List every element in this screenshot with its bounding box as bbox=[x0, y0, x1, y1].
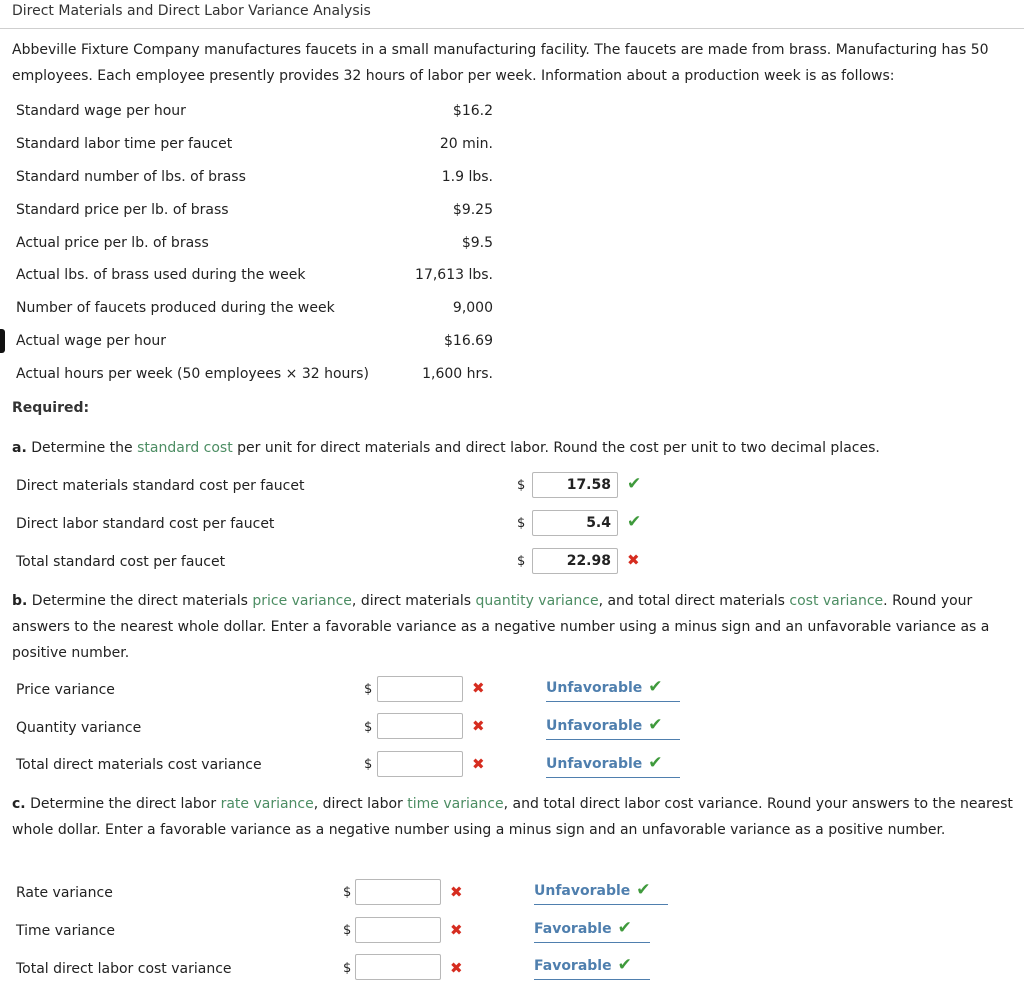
rate-variance-input[interactable] bbox=[355, 879, 441, 905]
select-value: Unfavorable bbox=[546, 680, 643, 696]
dollar-sign: $ bbox=[343, 923, 352, 938]
cross-icon: ✖ bbox=[450, 921, 463, 939]
time-variance-input[interactable] bbox=[355, 917, 441, 943]
cross-icon: ✖ bbox=[450, 959, 463, 977]
part-c-prefix: c. bbox=[12, 796, 26, 812]
dollar-sign: $ bbox=[517, 516, 526, 531]
check-icon: ✔ bbox=[636, 880, 651, 900]
check-icon: ✔ bbox=[648, 753, 663, 773]
check-icon: ✔ bbox=[627, 512, 642, 532]
part-b-text: Determine the direct materials bbox=[27, 593, 253, 609]
select-value: Favorable bbox=[534, 958, 612, 974]
part-a-text: per unit for direct materials and direct labor. Round the cost per unit to two decimal places. bbox=[232, 440, 880, 456]
rate-variance-link[interactable]: rate variance bbox=[220, 796, 314, 812]
row-label: Direct materials standard cost per faucet bbox=[16, 478, 305, 494]
required-heading: Required: bbox=[12, 400, 90, 416]
row-label: Direct labor standard cost per faucet bbox=[16, 516, 275, 532]
materials-standard-cost-input[interactable]: 17.58 bbox=[532, 472, 618, 498]
price-variance-input[interactable] bbox=[377, 676, 463, 702]
time-variance-select[interactable] bbox=[534, 916, 650, 943]
fact-value: $9.5 bbox=[461, 235, 493, 251]
row-label: Rate variance bbox=[16, 885, 113, 901]
part-c-instructions bbox=[12, 791, 1020, 843]
dollar-sign: $ bbox=[517, 554, 526, 569]
total-standard-cost-input[interactable]: 22.98 bbox=[532, 548, 618, 574]
total-materials-variance-select[interactable] bbox=[546, 751, 680, 778]
check-icon: ✔ bbox=[648, 715, 663, 735]
total-labor-variance-select[interactable] bbox=[534, 953, 650, 980]
page-title: Direct Materials and Direct Labor Variance Analysis bbox=[12, 3, 371, 19]
total-labor-variance-input[interactable] bbox=[355, 954, 441, 980]
cross-icon: ✖ bbox=[472, 717, 485, 735]
row-label: Time variance bbox=[16, 923, 115, 939]
part-b-text: , and total direct materials bbox=[598, 593, 790, 609]
part-c-text: , and total direct labor cost variance. Round your answers to the nearest whole dollar. Enter a favorable variance as a negative number using a minus sign and an unfavorable variance as a positive number. bbox=[12, 796, 1013, 838]
fact-label: Standard number of lbs. of brass bbox=[16, 169, 246, 185]
fact-value: 17,613 lbs. bbox=[415, 267, 493, 283]
fact-value: $9.25 bbox=[452, 202, 493, 218]
price-variance-link[interactable]: price variance bbox=[252, 593, 352, 609]
row-label: Total direct materials cost variance bbox=[16, 757, 262, 773]
fact-label: Standard labor time per faucet bbox=[16, 136, 233, 152]
part-b-text: , direct materials bbox=[351, 593, 476, 609]
fact-label: Standard wage per hour bbox=[16, 103, 186, 119]
part-b-text: . Round your answers to the nearest whole dollar. Enter a favorable variance as a negative number using a minus sign and an unfavorable variance as a positive number. bbox=[12, 593, 990, 661]
fact-label: Standard price per lb. of brass bbox=[16, 202, 229, 218]
fact-value: $16.69 bbox=[444, 333, 493, 349]
fact-label: Number of faucets produced during the week bbox=[16, 300, 335, 316]
standard-cost-link[interactable]: standard cost bbox=[137, 440, 233, 456]
select-value: Unfavorable bbox=[546, 756, 643, 772]
fact-value: 9,000 bbox=[452, 300, 493, 316]
fact-value: $16.2 bbox=[452, 103, 493, 119]
labor-standard-cost-input[interactable]: 5.4 bbox=[532, 510, 618, 536]
fact-value: 1.9 lbs. bbox=[441, 169, 493, 185]
price-variance-select[interactable] bbox=[546, 675, 680, 702]
check-icon: ✔ bbox=[648, 677, 663, 697]
time-variance-link[interactable]: time variance bbox=[407, 796, 504, 812]
select-value: Unfavorable bbox=[546, 718, 643, 734]
part-a-text: Determine the bbox=[26, 440, 138, 456]
part-c-text: , direct labor bbox=[313, 796, 408, 812]
fact-value: 1,600 hrs. bbox=[422, 366, 493, 382]
fact-label: Actual wage per hour bbox=[16, 333, 167, 349]
part-a-prefix: a. bbox=[12, 440, 27, 456]
part-b-prefix: b. bbox=[12, 593, 28, 609]
check-icon: ✔ bbox=[617, 955, 632, 975]
check-icon: ✔ bbox=[627, 474, 642, 494]
part-a-instructions bbox=[12, 435, 1020, 461]
intro-paragraph: Abbeville Fixture Company manufactures faucets in a small manufacturing facility. The faucets are made from brass. Manufacturing has 50 employees. Each employee presently provides 32 hours of labor per week. Information about a production week is as follows: bbox=[12, 42, 989, 84]
quantity-variance-link[interactable]: quantity variance bbox=[475, 593, 599, 609]
cross-icon: ✖ bbox=[472, 755, 485, 773]
cross-icon: ✖ bbox=[450, 883, 463, 901]
cost-variance-link[interactable]: cost variance bbox=[789, 593, 884, 609]
row-label: Total direct labor cost variance bbox=[16, 961, 232, 977]
cross-icon: ✖ bbox=[472, 679, 485, 697]
fact-label: Actual lbs. of brass used during the week bbox=[16, 267, 306, 283]
fact-label: Actual price per lb. of brass bbox=[16, 235, 209, 251]
dollar-sign: $ bbox=[364, 757, 373, 772]
left-edge-marker bbox=[0, 329, 5, 353]
row-label: Price variance bbox=[16, 682, 115, 698]
row-label: Total standard cost per faucet bbox=[16, 554, 226, 570]
quantity-variance-select[interactable] bbox=[546, 713, 680, 740]
dollar-sign: $ bbox=[343, 885, 352, 900]
dollar-sign: $ bbox=[364, 720, 373, 735]
fact-label: Actual hours per week (50 employees × 32 hours) bbox=[16, 366, 369, 382]
dollar-sign: $ bbox=[343, 961, 352, 976]
select-value: Unfavorable bbox=[534, 883, 631, 899]
part-c-text: Determine the direct labor bbox=[25, 796, 221, 812]
check-icon: ✔ bbox=[617, 918, 632, 938]
rate-variance-select[interactable] bbox=[534, 878, 668, 905]
total-materials-variance-input[interactable] bbox=[377, 751, 463, 777]
quantity-variance-input[interactable] bbox=[377, 713, 463, 739]
dollar-sign: $ bbox=[517, 478, 526, 493]
fact-value: 20 min. bbox=[439, 136, 493, 152]
row-label: Quantity variance bbox=[16, 720, 142, 736]
dollar-sign: $ bbox=[364, 682, 373, 697]
select-value: Favorable bbox=[534, 921, 612, 937]
part-b-instructions bbox=[12, 588, 1020, 666]
title-divider bbox=[0, 28, 1024, 29]
cross-icon: ✖ bbox=[627, 551, 640, 569]
